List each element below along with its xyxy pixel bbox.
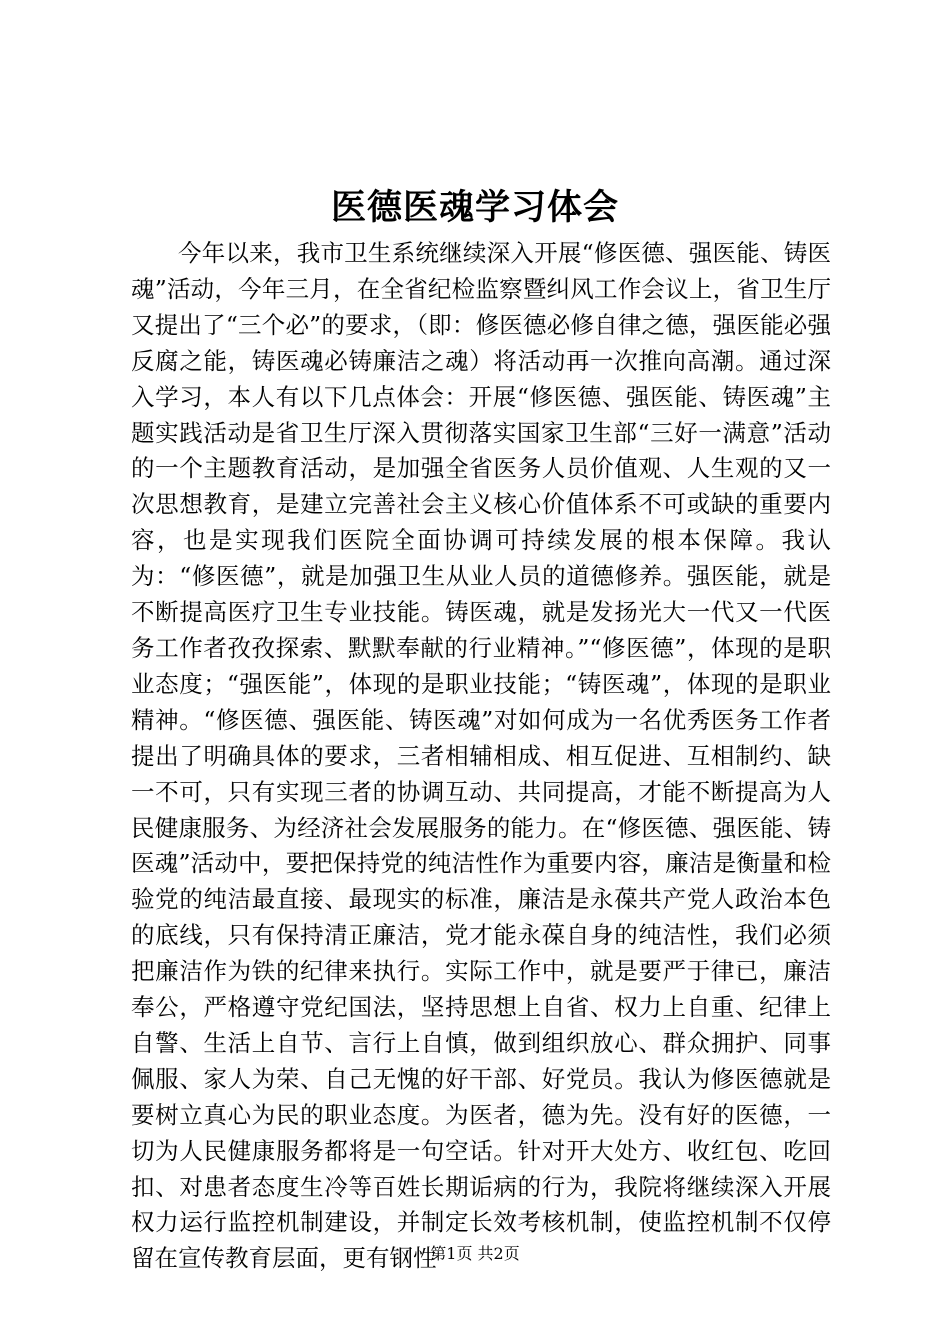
document-title: 医德医魂学习体会 (330, 187, 619, 228)
page-footer: 第1页 共2页 (430, 1244, 520, 1263)
body-paragraph: 今年以来，我市卫生系统继续深入开展“修医德、强医能、铸医魂”活动，今年三月，在全省纪检监察暨纠风工作会议上，省卫生厅又提出了“三个必”的要求，（即：修医德必修自律之德，强医能必强反腐之能，铸医魂必铸廉洁之魂）将活动再一次推向高潮。通过深入学习，本人有以下几点体会：开展“修医德、强医能、铸医魂”主题实践活动是省卫生厅深入贯彻落实国家卫生部“三好一满意”活动的一个主题教育活动，是加强全省医务人员价值观、人生观的又一次思想教育，是建立完善社会主义核心价值体系不可或缺的重要内容，也是实现我们医院全面协调可持续发展的根本保障。我认为：“修医德”，就是加强卫生从业人员的道德修养。强医能，就是不断提高医疗卫生专业技能。铸医魂，就是发扬光大一代又一代医务工作者孜孜探索、默默奉献的行业精神。”“修医德”，体现的是职业态度；“强医能”，体现的是职业技能；“铸医魂”，体现的是职业精神。“修医德、强医能、铸医魂”对如何成为一名优秀医务工作者提出了明确具体的要求，三者相辅相成、相互促进、互相制约、缺一不可，只有实现三者的协调互动、共同提高，才能不断提高为人民健康服务、为经济社会发展服务的能力。在“修医德、强医能、铸医魂”活动中，要把保持党的纯洁性作为重要内容，廉洁是衡量和检验党的纯洁最直接、最现实的标准，廉洁是永葆共产党人政治本色的底线，只有保持清正廉洁，党才能永葆自身的纯洁性，我们必须把廉洁作为铁的纪律来执行。实际工作中，就是要严于律已，廉洁奉公，严格遵守党纪国法，坚持思想上自省、权力上自重、纪律上自警、生活上自节、言行上自慎，做到组织放心、群众拥护、同事佩服、家人为荣、自己无愧的好干部、好党员。我认为修医德就是要树立真心为民的职业态度。为医者，德为先。没有好的医德，一切为人民健康服务都将是一句空话。针对开大处方、收红包、吃回扣、对患者态度生冷等百姓长期诟病的行为，我院将继续深入开展权力运行监控机制建设，并制定长效考核机制，使监控机制不仅停留在宣传教育层面，更有钢性 (131, 239, 831, 1273)
